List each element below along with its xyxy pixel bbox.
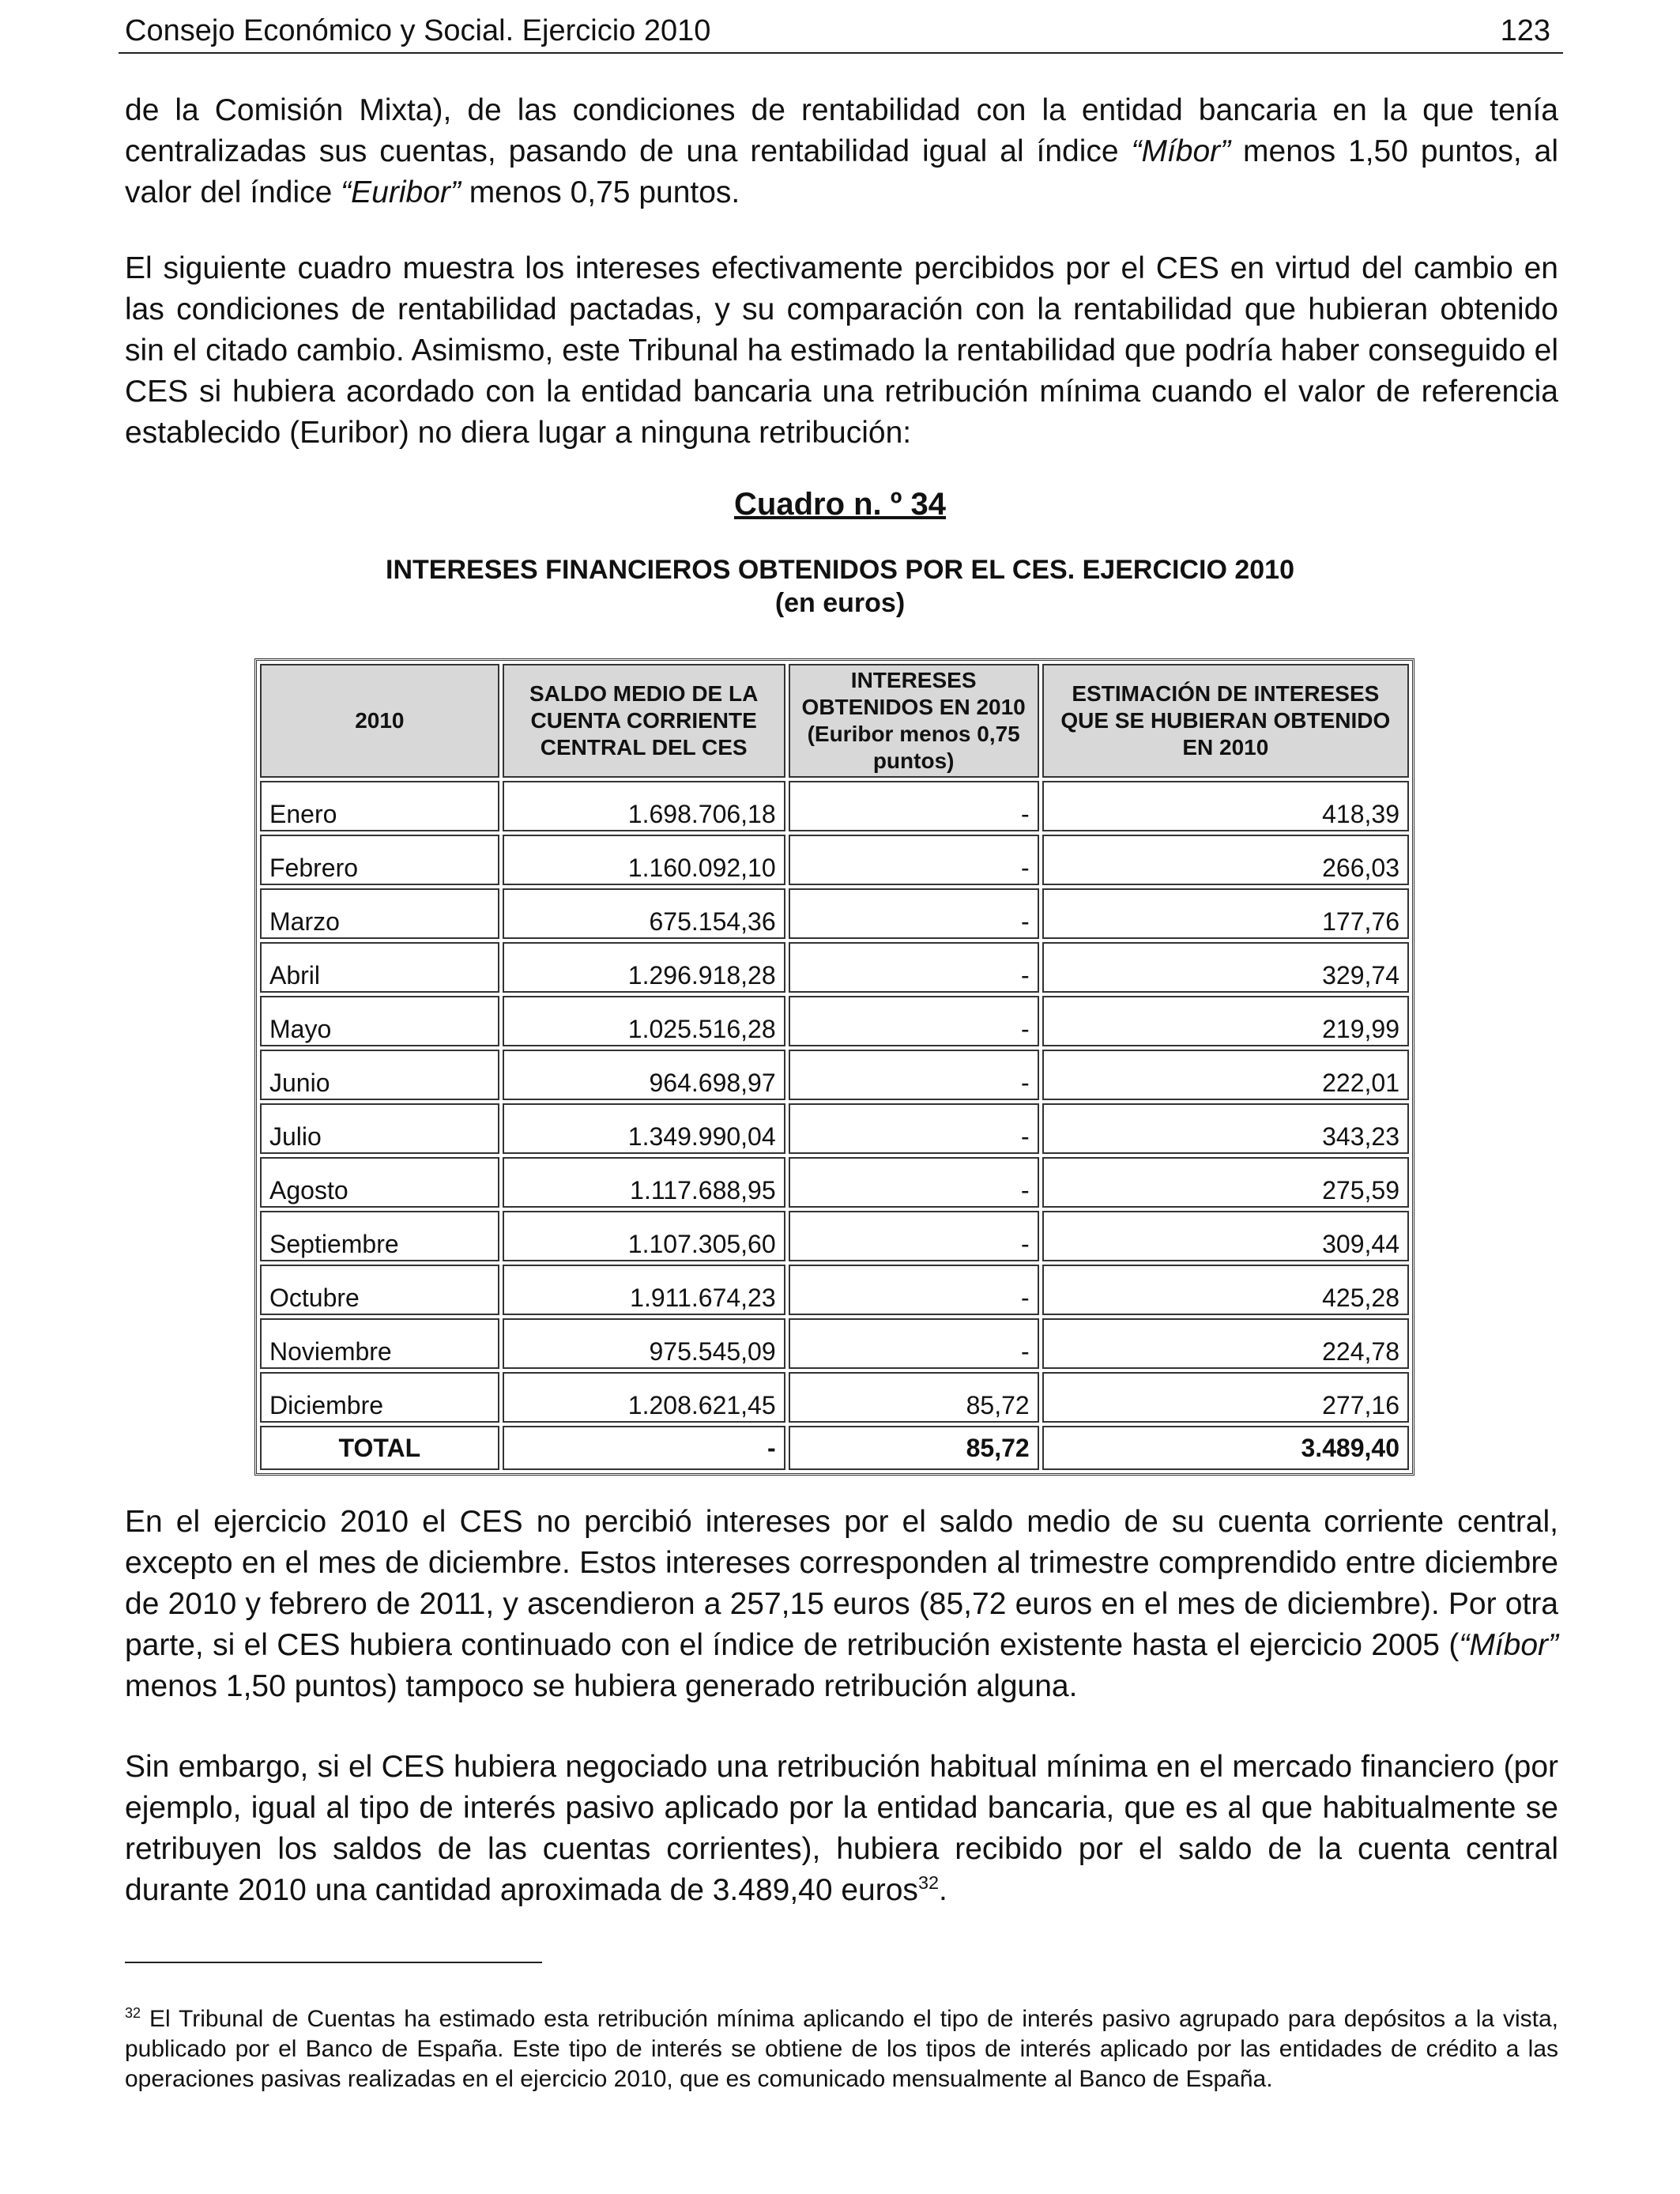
cell-month: Noviembre [260,1318,499,1369]
mibor-term: “Míbor” [1131,134,1231,168]
cell-saldo: 1.107.305,60 [503,1211,785,1261]
table-row [260,942,1409,993]
table-subtitle: (en euros) [774,588,906,618]
cell-month: Julio [260,1103,499,1154]
col-header-intereses: INTERESES OBTENIDOS EN 2010 (Euribor menos 0,75 puntos) [789,664,1039,778]
cell-intereses: 85,72 [789,1372,1039,1423]
cell-estimacion: 425,28 [1042,1265,1409,1315]
cell-saldo: 964.698,97 [503,1050,785,1100]
table-title: INTERESES FINANCIEROS OBTENIDOS POR EL CES. EJERCICIO 2010 [386,555,1294,585]
cell-intereses: - [789,942,1039,993]
col-header-saldo: SALDO MEDIO DE LA CUENTA CORRIENTE CENTRAL DEL CES [503,664,785,778]
table-row [260,1211,1409,1261]
table-row [260,1318,1409,1369]
col-header-estimacion: ESTIMACIÓN DE INTERESES QUE SE HUBIERAN OBTENIDO EN 2010 [1042,664,1409,778]
cell-estimacion: 418,39 [1042,781,1409,831]
cell-saldo: 1.296.918,28 [503,942,785,993]
footnote-text: El Tribunal de Cuentas ha estimado esta retribución mínima aplicando el tipo de interés pasivo agrupado para depósitos a la vista, publicado por el Banco de España. Este tipo de interés se obtiene de los tipos de interés aplicado por las entidades de crédito a las operaciones pasivas realizadas en el ejercicio 2010, que es comunicado mensualmente al Banco de España. [125,2006,1558,2092]
cell-month: Octubre [260,1265,499,1315]
footnote-reference[interactable]: 32 [917,1872,939,1893]
page-header [119,9,1563,54]
paragraph-3-text-c: menos 1,50 puntos) tampoco se hubiera generado retribución alguna. [125,1669,1078,1703]
table-row [260,781,1409,831]
cell-saldo: 1.117.688,95 [503,1157,785,1208]
cell-intereses: - [789,835,1039,885]
cell-saldo: 1.160.092,10 [503,835,785,885]
paragraph-1-text-c: menos 1,50 puntos, al valor del índice [125,134,1559,209]
cell-month: Junio [260,1050,499,1100]
paragraph-1-text-a: de la Comisión Mixta), de las condiciones de rentabilidad con la entidad bancaria en la que tenía centralizadas sus cuentas, pasando de una rentabilidad igual al índice [125,93,1558,168]
cell-intereses: - [789,1211,1039,1261]
cell-saldo: 1.208.621,45 [503,1372,785,1423]
table-row [260,1265,1409,1315]
cell-estimacion: 275,59 [1042,1157,1409,1208]
cell-saldo: 675.154,36 [503,888,785,939]
table-row [260,1050,1409,1100]
cell-intereses: - [789,888,1039,939]
cell-estimacion: 343,23 [1042,1103,1409,1154]
cell-intereses: - [789,1103,1039,1154]
cell-month: Agosto [260,1157,499,1208]
cell-saldo: 1.025.516,28 [503,996,785,1046]
cell-saldo: 1.698.706,18 [503,781,785,831]
cell-estimacion: 266,03 [1042,835,1409,885]
cell-intereses: - [789,1050,1039,1100]
cell-month: Abril [260,942,499,993]
cell-intereses: - [789,781,1039,831]
total-intereses: 85,72 [789,1426,1039,1470]
cell-estimacion: 309,44 [1042,1211,1409,1261]
total-estimacion: 3.489,40 [1042,1426,1409,1470]
cell-intereses: - [789,1318,1039,1369]
cell-estimacion: 222,01 [1042,1050,1409,1100]
cell-saldo: 1.349.990,04 [503,1103,785,1154]
table-total-row [260,1426,1409,1470]
cell-month: Marzo [260,888,499,939]
cell-estimacion: 329,74 [1042,942,1409,993]
footnote [125,2004,1558,2094]
cell-month: Septiembre [260,1211,499,1261]
footnote-number: 32 [125,2005,141,2021]
table-row [260,1372,1409,1423]
paragraph-4 [125,1747,1558,1911]
cell-intereses: - [789,1265,1039,1315]
cell-estimacion: 177,76 [1042,888,1409,939]
euribor-term: “Euribor” [341,175,461,209]
interest-table [254,658,1414,1476]
cell-intereses: - [789,1157,1039,1208]
paragraph-3 [125,1502,1558,1707]
cell-month: Mayo [260,996,499,1046]
page-number: 123 [1500,14,1550,47]
cell-saldo: 975.545,09 [503,1318,785,1369]
total-saldo: - [503,1426,785,1470]
col-header-year: 2010 [260,664,499,778]
cell-month: Diciembre [260,1372,499,1423]
paragraph-4-text-a: Sin embargo, si el CES hubiera negociado una retribución habitual mínima en el mercado financiero (por ejemplo, igual al tipo de interés pasivo aplicado por la entidad bancaria, que es al que habitualmente se retribuyen los saldos de las cuentas corrientes), hubiera recibido por el saldo de la cuenta central durante 2010 una cantidad aproximada de 3.489,40 euros [125,1750,1558,1907]
paragraph-1 [125,90,1558,213]
cell-intereses: - [789,996,1039,1046]
paragraph-4-text-b: . [938,1873,947,1907]
cell-estimacion: 224,78 [1042,1318,1409,1369]
paragraph-3-text-a: En el ejercicio 2010 el CES no percibió intereses por el saldo medio de su cuenta corriente central, excepto en el mes de diciembre. Estos intereses corresponden al trimestre comprendido entre diciembre de 2010 y febrero de 2011, y ascendieron a 257,15 euros (85,72 euros en el mes de diciembre). Por otra parte, si el CES hubiera continuado con el índice de retribución existente hasta el ejercicio 2005 ( [125,1505,1558,1662]
header-title: Consejo Económico y Social. Ejercicio 2010 [125,14,711,47]
cell-saldo: 1.911.674,23 [503,1265,785,1315]
table-header-row [260,664,1409,778]
cell-month: Febrero [260,835,499,885]
cell-month: Enero [260,781,499,831]
cuadro-label: Cuadro n. º 34 [734,487,946,522]
mibor-term-2: “Míbor” [1459,1628,1558,1662]
table-row [260,1157,1409,1208]
table-row [260,1103,1409,1154]
paragraph-1-text-e: menos 0,75 puntos. [460,175,740,209]
cell-estimacion: 277,16 [1042,1372,1409,1423]
table-row [260,996,1409,1046]
table-row [260,835,1409,885]
paragraph-2: El siguiente cuadro muestra los intereses efectivamente percibidos por el CES en virtud del cambio en las condiciones de rentabilidad pactadas, y su comparación con la rentabilidad que hubieran obtenido sin el citado cambio. Asimismo, este Tribunal ha estimado la rentabilidad que podría haber conseguido el CES si hubiera acordado con la entidad bancaria una retribución mínima cuando el valor de referencia establecido (Euribor) no diera lugar a ninguna retribución: [125,251,1558,450]
total-label: TOTAL [260,1426,499,1470]
footnote-separator [125,1962,542,1963]
table-row [260,888,1409,939]
cell-estimacion: 219,99 [1042,996,1409,1046]
table-title-block [0,553,1680,620]
